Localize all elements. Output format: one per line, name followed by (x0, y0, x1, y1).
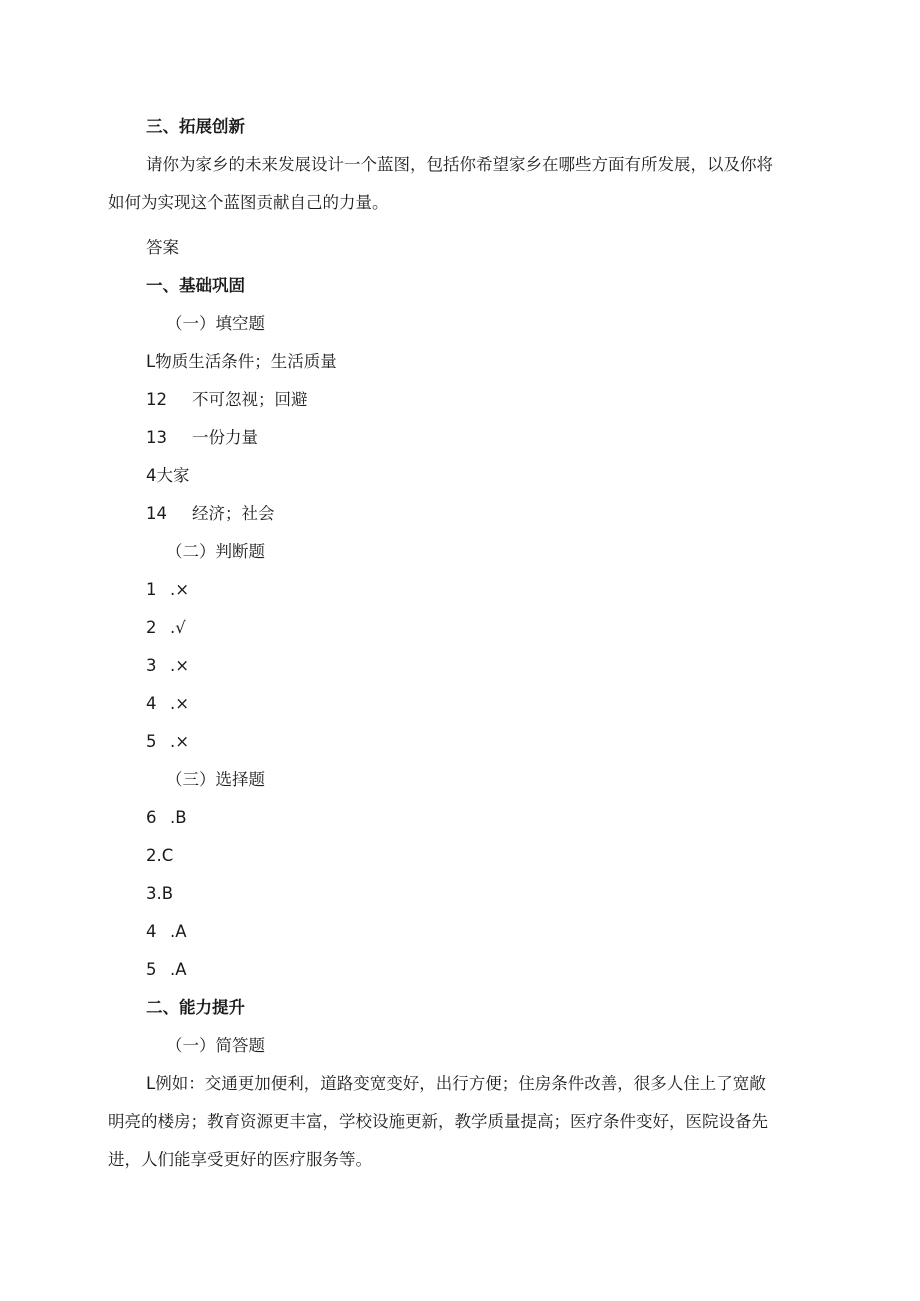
answer-number: 4 (146, 694, 157, 713)
answer-text: .× (170, 656, 190, 675)
answer-item (146, 502, 275, 526)
subheading-short: （一）简答题 (166, 1036, 265, 1055)
answer-item (146, 920, 187, 944)
answer-text: .√ (170, 618, 186, 637)
section-heading-1: 一、基础巩固 (146, 276, 245, 295)
answer-number: 14 (146, 504, 167, 523)
answer-item (146, 616, 186, 640)
answer-item (146, 692, 189, 716)
answer-item (146, 464, 190, 488)
answer-number: 4 (146, 922, 157, 941)
answer-number: 12 (146, 390, 167, 409)
answer-item (146, 958, 187, 982)
answer-item (146, 730, 189, 754)
paragraph-line: L例如：交通更加便利，道路变宽变好，出行方便；住房条件改善，很多人住上了宽敞 (146, 1074, 766, 1093)
paragraph-line: 请你为家乡的未来发展设计一个蓝图，包括你希望家乡在哪些方面有所发展，以及你将 (146, 155, 773, 174)
subheading-judge: （二）判断题 (166, 542, 265, 561)
answer-number: 2 (146, 618, 157, 637)
answer-text: 不可忽视；回避 (192, 390, 308, 409)
answer-text: .× (170, 580, 190, 599)
paragraph-line: 如何为实现这个蓝图贡献自己的力量。 (108, 193, 389, 212)
answer-item (146, 388, 308, 412)
answer-item (146, 654, 189, 678)
answer-text: 一份力量 (192, 428, 258, 447)
subheading-fill: （一）填空题 (166, 314, 265, 333)
answer-item (146, 578, 189, 602)
answer-text: 4大家 (146, 466, 190, 485)
answer-text: .× (170, 732, 190, 751)
answer-item (146, 882, 173, 906)
answer-text: L物质生活条件；生活质量 (146, 352, 337, 371)
answer-item (146, 350, 337, 374)
answer-text: 经济；社会 (192, 504, 275, 523)
answers-title: 答案 (146, 238, 179, 257)
answer-item (146, 426, 258, 450)
section-heading-3: 三、拓展创新 (146, 117, 245, 136)
answer-item (146, 844, 173, 868)
answer-item (146, 806, 187, 830)
answer-number: 13 (146, 428, 167, 447)
answer-text: .× (170, 694, 190, 713)
paragraph-line: 进，人们能享受更好的医疗服务等。 (108, 1150, 372, 1169)
answer-number: 1 (146, 580, 157, 599)
answer-number: 6 (146, 808, 157, 827)
answer-text: .A (170, 960, 187, 979)
answer-text: 2.C (146, 846, 174, 865)
answer-number: 5 (146, 732, 157, 751)
answer-number: 5 (146, 960, 157, 979)
answer-text: .A (170, 922, 187, 941)
paragraph-line: 明亮的楼房；教育资源更丰富，学校设施更新，教学质量提高；医疗条件变好，医院设备先 (108, 1112, 768, 1131)
answer-text: 3.B (146, 884, 174, 903)
answer-text: .B (170, 808, 187, 827)
subheading-choice: （三）选择题 (166, 770, 265, 789)
section-heading-2: 二、能力提升 (146, 998, 245, 1017)
answer-number: 3 (146, 656, 157, 675)
